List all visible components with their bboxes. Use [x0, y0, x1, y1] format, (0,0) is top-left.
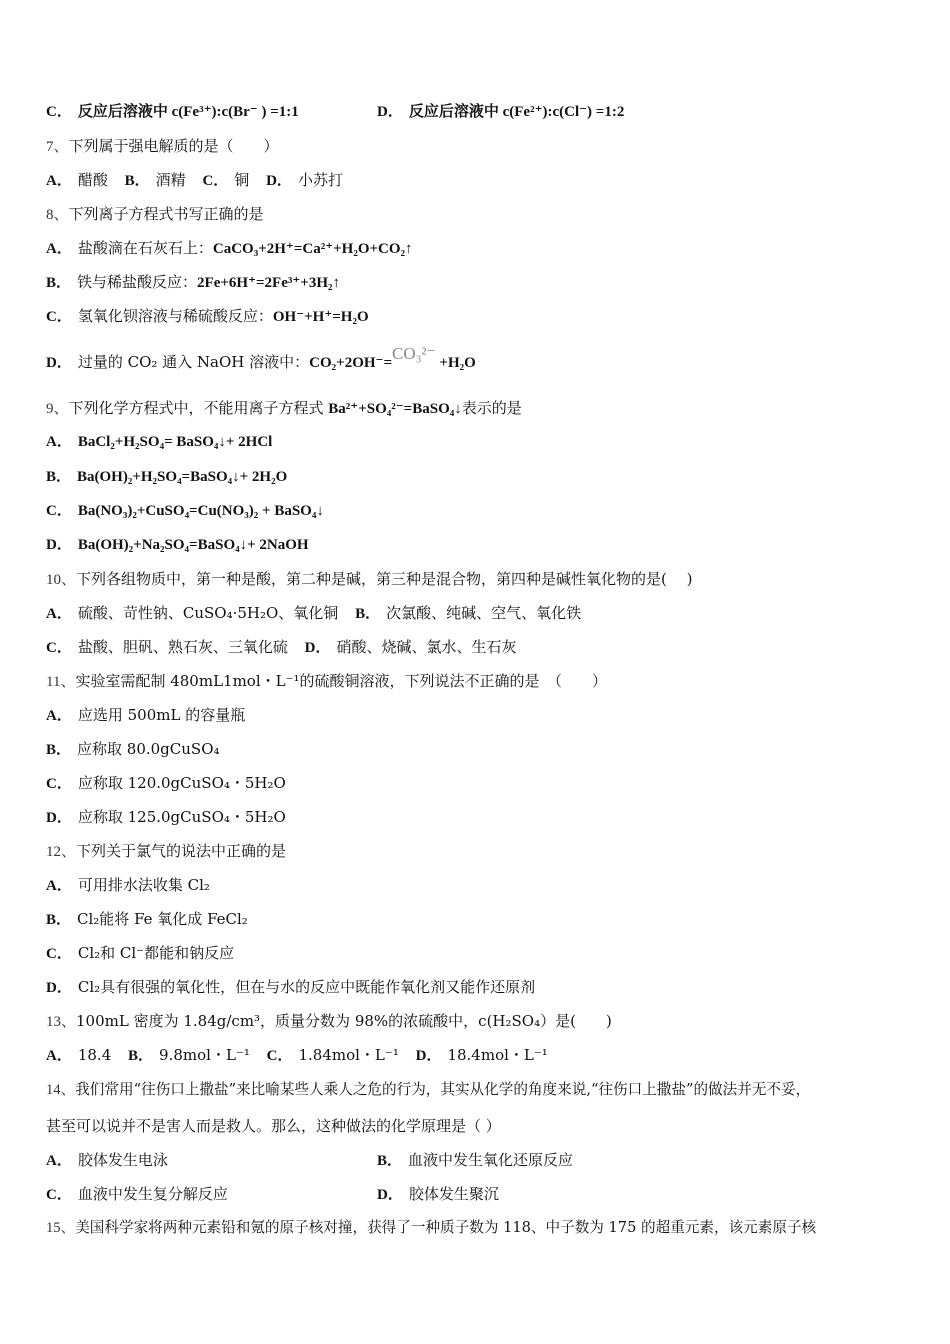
q6-option-d [377, 102, 624, 122]
q11-option-a [46, 705, 245, 726]
q12-option-a [46, 875, 210, 896]
q9-option-a [46, 432, 272, 452]
q9-stem [46, 398, 522, 419]
option-label: A． [46, 173, 72, 189]
option-text: 反应后溶液中 c(Fe²⁺):c(Cl⁻) =1:2 [408, 104, 625, 120]
option-label: B． [355, 606, 381, 622]
q15-stem [46, 1218, 816, 1238]
option-label: C． [46, 503, 72, 519]
option-text: 应称取 125.0gCuSO₄・5H₂O [77, 808, 286, 826]
option-label: D． [46, 537, 72, 553]
question-number: 11、 [46, 674, 76, 690]
question-text: 甚至可以说并不是害人而是救人。那么，这种做法的化学原理是（ ） [46, 1117, 501, 1135]
question-text: 实验室需配制 480mL1mol・L⁻¹的硫酸铜溶液，下列说法不正确的是 （ ） [75, 672, 608, 690]
chemical-formula: CO₂+2OH⁻= [309, 355, 393, 371]
option-text: 胶体发生聚沉 [408, 1185, 499, 1203]
option-text: 应称取 80.0gCuSO₄ [77, 740, 220, 758]
option-text: 酒精 [155, 171, 186, 189]
q14-option-d [377, 1184, 499, 1205]
option-text: Cl₂和 Cl⁻都能和钠反应 [77, 944, 235, 962]
q9-option-d [46, 535, 309, 555]
q12-option-c [46, 943, 234, 964]
option-text: Cl₂能将 Fe 氧化成 FeCl₂ [77, 910, 248, 928]
option-label: A． [46, 878, 72, 894]
chemical-formula: OH⁻+H⁺=H₂O [272, 309, 369, 325]
q8-option-a [46, 238, 413, 259]
question-number: 9、 [46, 401, 69, 417]
option-label: C． [46, 946, 72, 962]
q12-option-d [46, 977, 535, 998]
q7-stem [46, 136, 279, 157]
option-label: A． [46, 241, 72, 257]
carbonate-formula-image: CO₃²⁻ [392, 344, 436, 363]
question-text: 下列各组物质中，第一种是酸，第二种是碱，第三种是混合物，第四种是碱性氧化物的是( ) [76, 570, 693, 588]
q10-options-cd [46, 637, 517, 658]
option-text: 应选用 500mL 的容量瓶 [77, 706, 246, 724]
option-label: B． [377, 1153, 403, 1169]
question-number: 7、 [46, 139, 69, 155]
question-text: 下列化学方程式中，不能用离子方程式 [68, 399, 329, 417]
question-number: 8、 [46, 207, 69, 223]
question-text: 100mL 密度为 1.84g/cm³，质量分数为 98%的浓硫酸中，c(H₂SO₄）是( ) [76, 1012, 612, 1030]
option-text: 应称取 120.0gCuSO₄・5H₂O [77, 774, 286, 792]
chemical-formula: Ba(OH)₂+H₂SO₄=BaSO₄↓+ 2H₂O [77, 469, 288, 485]
q14-option-b [377, 1150, 573, 1171]
option-label: C． [46, 309, 72, 325]
option-text: 18.4mol・L⁻¹ [447, 1046, 548, 1064]
chemical-formula: Ba(NO₃)₂+CuSO₄=Cu(NO₃)₂ + BaSO₄↓ [77, 503, 324, 519]
option-text: 铁与稀盐酸反应： [77, 273, 198, 291]
option-text: 硫酸、苛性钠、CuSO₄·5H₂O、氧化铜 [77, 604, 339, 622]
option-label: D． [377, 1187, 403, 1203]
option-label: C． [46, 776, 72, 792]
option-text: 反应后溶液中 c(Fe³⁺):c(Br⁻ ) =1:1 [77, 104, 299, 120]
option-label: D． [415, 1048, 442, 1064]
option-label: C． [202, 173, 229, 189]
option-label: A． [46, 1048, 72, 1064]
question-number: 12、 [46, 844, 77, 860]
q12-option-b [46, 909, 248, 930]
option-label: A． [46, 1153, 72, 1169]
q8-option-c [46, 306, 369, 327]
question-number: 14、 [46, 1082, 76, 1098]
chemical-formula: 2Fe+6H⁺=2Fe³⁺+3H₂↑ [197, 275, 340, 291]
option-text: 次氯酸、纯碱、空气、氧化铁 [386, 604, 582, 622]
option-text: 可用排水法收集 Cl₂ [77, 876, 210, 894]
option-text: 9.8mol・L⁻¹ [159, 1046, 250, 1064]
question-text: 下列属于强电解质的是（ ） [68, 137, 279, 155]
chemical-formula-tail: +H₂O [435, 355, 476, 371]
q11-option-b [46, 739, 220, 760]
option-label: D． [304, 640, 331, 656]
option-text: 小苏打 [297, 171, 343, 189]
option-text: 18.4 [77, 1046, 112, 1064]
question-number: 13、 [46, 1014, 77, 1030]
q9-option-c [46, 501, 324, 521]
q11-stem [46, 671, 607, 692]
question-text: 表示的是 [461, 399, 522, 417]
option-text: 血液中发生复分解反应 [77, 1185, 228, 1203]
option-label: B． [128, 1048, 154, 1064]
option-label: B． [46, 275, 72, 291]
question-text: 美国科学家将两种元素铅和氪的原子核对撞，获得了一种质子数为 118、中子数为 175 的超重元素，该元素原子核 [75, 1219, 817, 1236]
option-label: B． [124, 173, 150, 189]
question-number: 10、 [46, 572, 77, 588]
q14-option-c [46, 1184, 228, 1205]
q11-option-d [46, 807, 286, 828]
q13-stem [46, 1011, 612, 1032]
option-label: D． [46, 980, 72, 996]
option-label: D． [377, 104, 403, 120]
q6-option-c [46, 102, 299, 122]
question-text: 我们常用“往伤口上撒盐”来比喻某些人乘人之危的行为，其实从化学的角度来说,“往伤口上撒盐”的做法并无不妥， [75, 1081, 811, 1098]
q10-stem [46, 569, 693, 590]
option-text: 1.84mol・L⁻¹ [298, 1046, 399, 1064]
option-label: A． [46, 708, 72, 724]
q10-options-ab [46, 603, 581, 624]
option-label: A． [46, 434, 72, 450]
q11-option-c [46, 773, 286, 794]
option-label: A． [46, 606, 72, 622]
option-label: C． [46, 1187, 72, 1203]
question-text: 下列离子方程式书写正确的是 [68, 205, 264, 223]
q14-stem-line2 [46, 1116, 501, 1136]
option-label: C． [46, 104, 72, 120]
q8-stem [46, 204, 264, 225]
q12-stem [46, 841, 286, 862]
q13-options [46, 1045, 548, 1066]
option-text: 盐酸、胆矾、熟石灰、三氧化硫 [77, 638, 288, 656]
option-label: B． [46, 912, 72, 928]
option-label: B． [46, 469, 72, 485]
chemical-formula: CaCO₃+2H⁺=Ca²⁺+H₂O+CO₂↑ [212, 241, 413, 257]
option-label: D． [46, 355, 72, 371]
option-label: C． [266, 1048, 293, 1064]
chemical-formula: Ba(OH)₂+Na₂SO₄=BaSO₄↓+ 2NaOH [77, 537, 309, 553]
question-number: 15、 [46, 1220, 76, 1236]
option-text: 过量的 CO₂ 通入 NaOH 溶液中： [77, 353, 310, 371]
q14-option-a [46, 1150, 168, 1171]
q7-options [46, 170, 343, 191]
option-text: 血液中发生氧化还原反应 [408, 1151, 574, 1169]
chemical-formula: Ba²⁺+SO₄²⁻=BaSO₄↓ [328, 401, 462, 417]
option-text: 盐酸滴在石灰石上： [77, 239, 213, 257]
q14-stem-line1 [46, 1080, 810, 1100]
option-label: D． [46, 810, 72, 826]
option-label: B． [46, 742, 72, 758]
option-label: C． [46, 640, 72, 656]
option-text: 氢氧化钡溶液与稀硫酸反应： [77, 307, 273, 325]
option-text: 胶体发生电泳 [77, 1151, 168, 1169]
q8-option-d [46, 344, 476, 373]
question-text: 下列关于氯气的说法中正确的是 [76, 842, 287, 860]
option-label: D． [266, 173, 292, 189]
q9-option-b [46, 467, 287, 487]
option-text: 醋酸 [77, 171, 108, 189]
q8-option-b [46, 272, 340, 293]
option-text: 铜 [234, 171, 250, 189]
option-text: 硝酸、烧碱、氯水、生石灰 [336, 638, 517, 656]
option-text: Cl₂具有很强的氧化性，但在与水的反应中既能作氧化剂又能作还原剂 [77, 978, 536, 996]
chemical-formula: BaCl₂+H₂SO₄= BaSO₄↓+ 2HCl [77, 434, 273, 450]
